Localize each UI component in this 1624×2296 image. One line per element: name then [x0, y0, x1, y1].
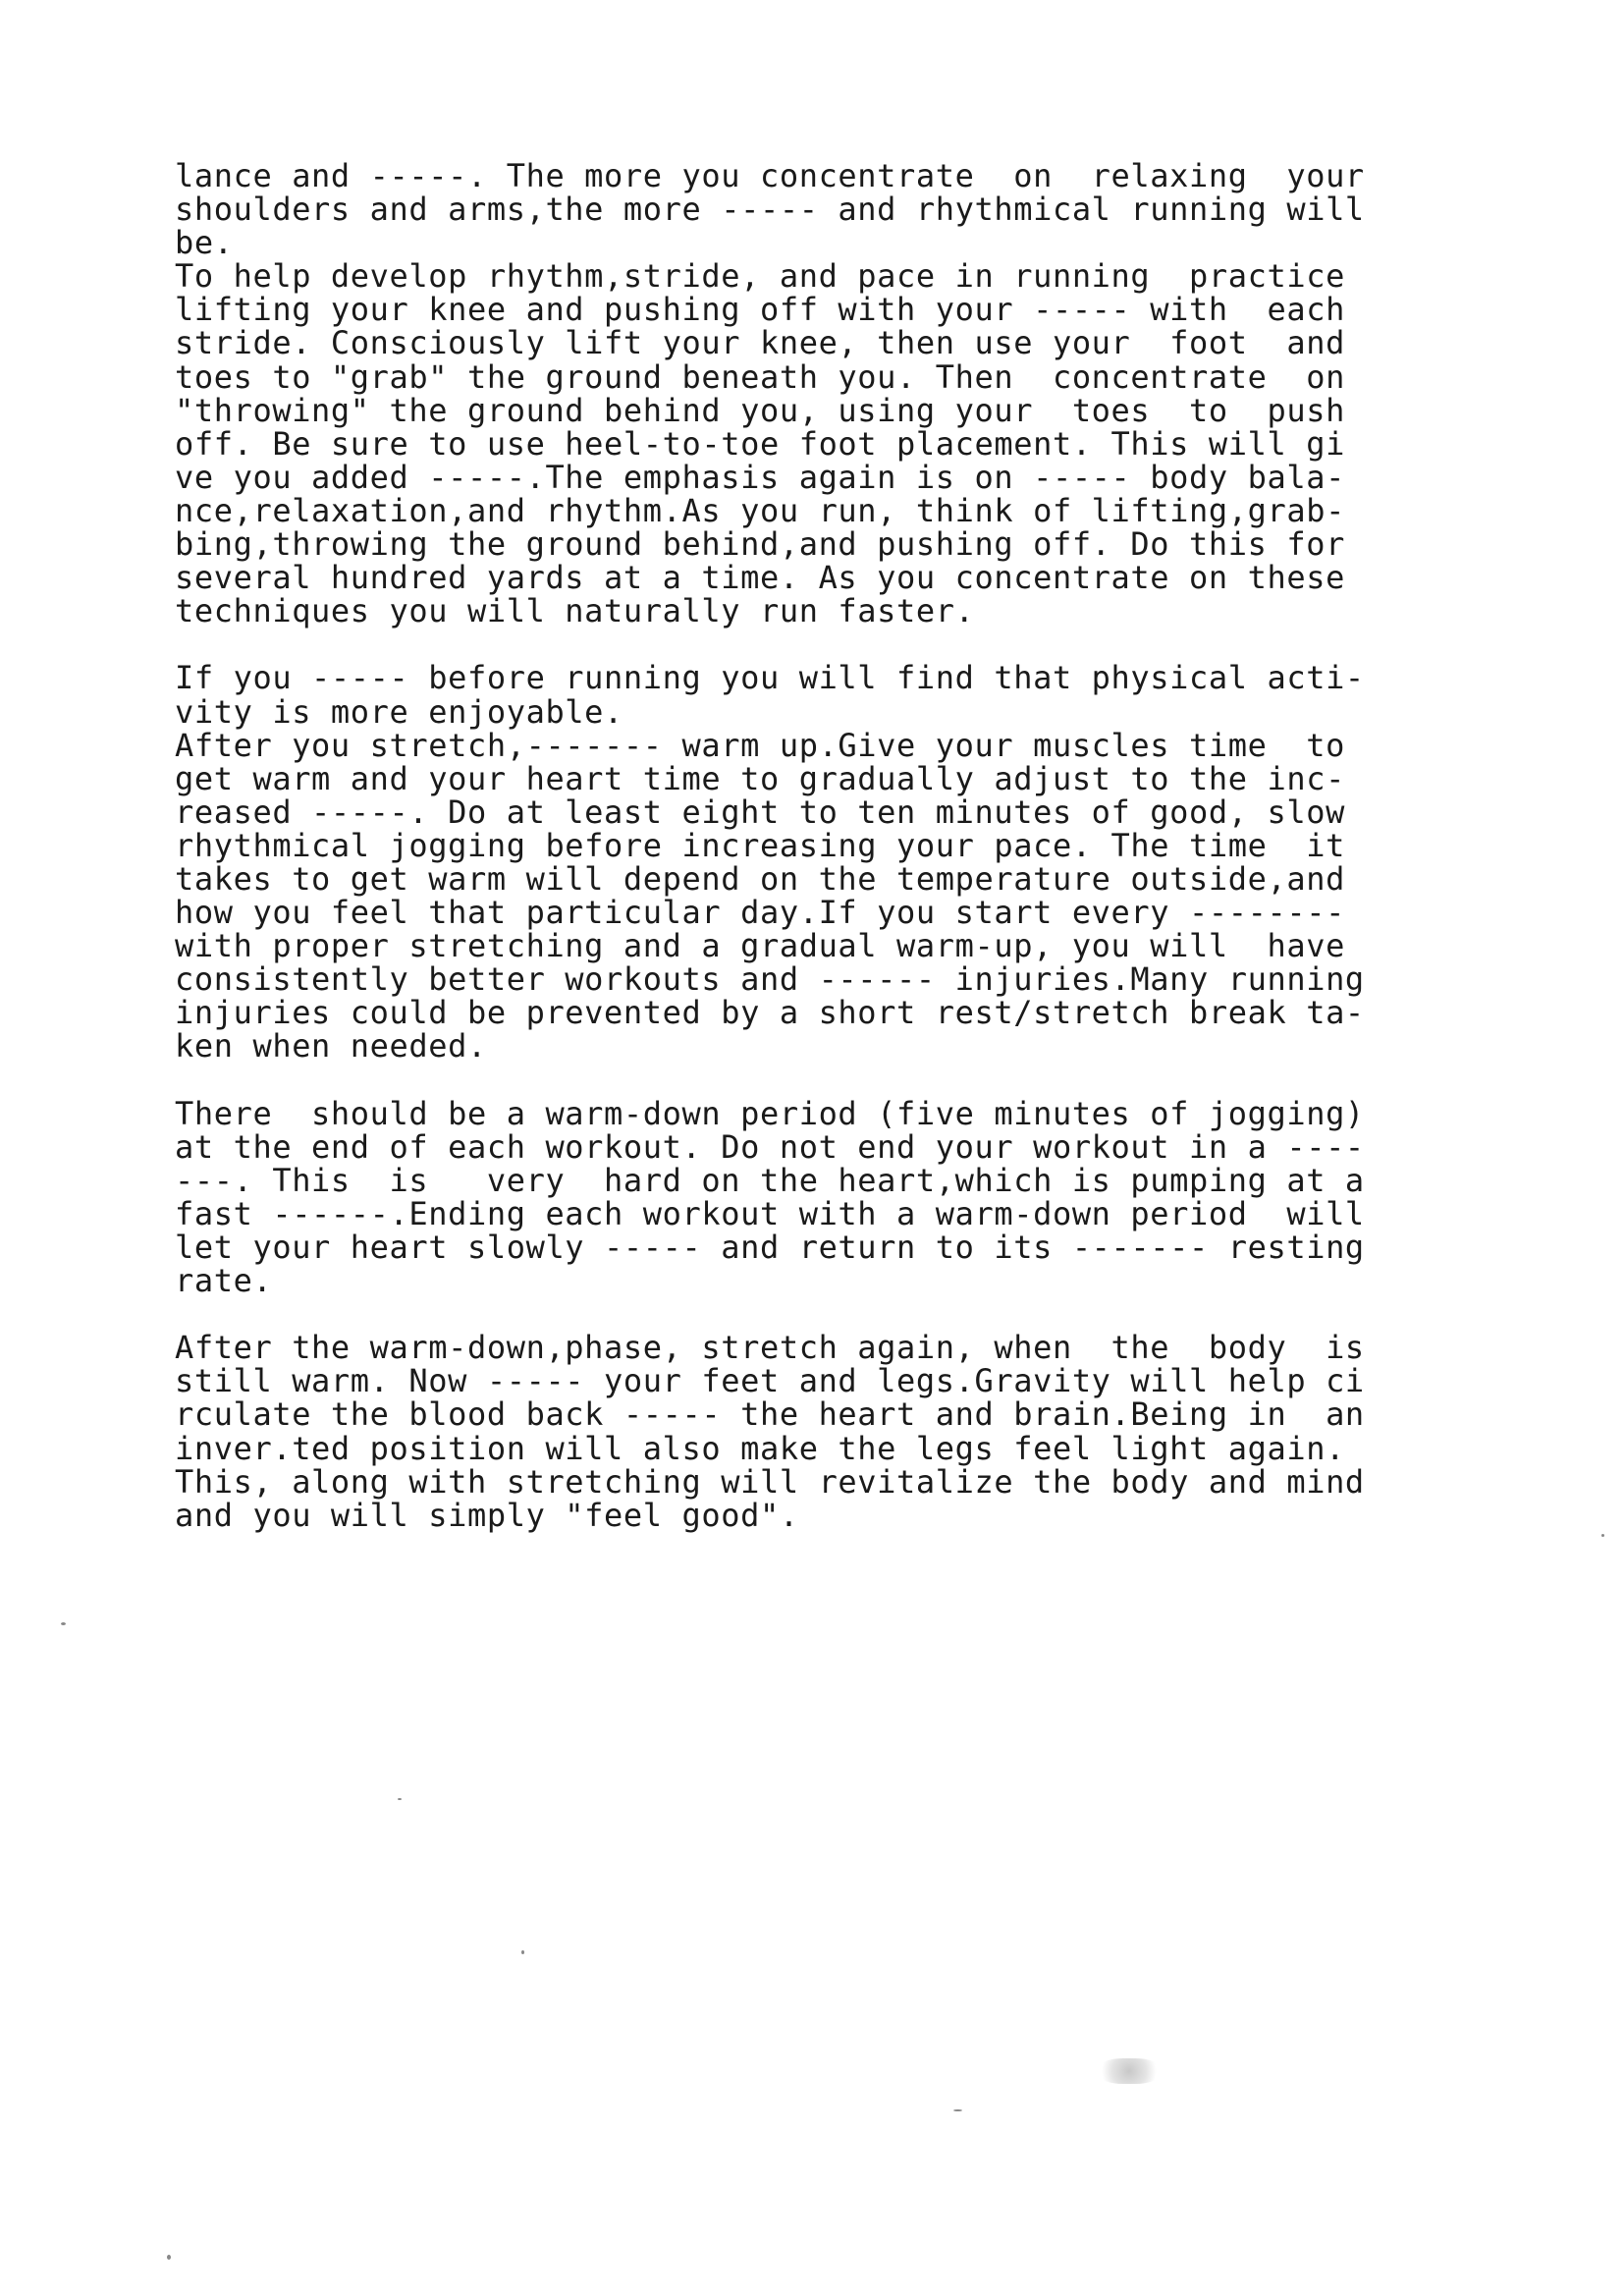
paragraph [175, 659, 1422, 1066]
paragraph-gap [175, 1064, 1422, 1097]
text-line: There should be a warm-down period (five minutes of jogging) [175, 1094, 1365, 1132]
text-line: get warm and your heart time to gradually adjust to the inc- [175, 759, 1345, 797]
paragraph [175, 1331, 1422, 1532]
text-line: ---. This is very hard on the heart,which is pumping at a [175, 1161, 1365, 1199]
typed-text-body [175, 159, 1422, 1532]
text-line: with proper stretching and a gradual warm-up, you will have [175, 927, 1345, 965]
scan-speck [953, 2109, 962, 2111]
text-line: several hundred yards at a time. As you concentrate on these [175, 559, 1345, 597]
text-line: After the warm-down,phase, stretch again, when the body is [175, 1329, 1365, 1367]
text-line: If you ----- before running you will find that physical acti- [175, 659, 1365, 697]
text-line: still warm. Now ----- your feet and legs.Gravity will help ci [175, 1362, 1365, 1400]
text-line: at the end of each workout. Do not end your workout in a ---- [175, 1127, 1365, 1166]
scan-speck [61, 1622, 66, 1625]
scan-smudge [1098, 2058, 1161, 2084]
text-line: rate. [175, 1262, 273, 1300]
text-line: After you stretch,------- warm up.Give your muscles time to [175, 726, 1345, 764]
paragraph-gap [175, 628, 1422, 661]
text-line: vity is more enjoyable. [175, 692, 623, 731]
text-line: and you will simply "feel good". [175, 1496, 799, 1534]
text-line: stride. Consciously lift your knee, then use your foot and [175, 324, 1345, 362]
text-line: ve you added -----.The emphasis again is on ----- body bala- [175, 458, 1345, 496]
text-line: "throwing" the ground behind you, using your toes to push [175, 391, 1345, 429]
text-line: off. Be sure to use heel-to-toe foot placement. This will gi [175, 424, 1345, 463]
text-line: inver.ted position will also make the legs feel light again. [175, 1429, 1345, 1467]
text-line: be. [175, 224, 234, 262]
text-line: how you feel that particular day.If you start every -------- [175, 894, 1345, 932]
text-line: fast ------.Ending each workout with a warm-down period will [175, 1194, 1365, 1232]
text-line: techniques you will naturally run faster. [175, 592, 975, 630]
scan-speck [398, 1798, 402, 1800]
text-line: lifting your knee and pushing off with your ----- with each [175, 291, 1345, 329]
text-line: let your heart slowly ----- and return to its ------- resting [175, 1229, 1365, 1266]
text-line: This, along with stretching will revitalize the body and mind [175, 1462, 1365, 1501]
scan-speck [521, 1950, 524, 1954]
text-line: To help develop rhythm,stride, and pace in running practice [175, 257, 1345, 296]
text-line: toes to "grab" the ground beneath you. Then concentrate on [175, 357, 1345, 396]
text-line: rhythmical jogging before increasing your pace. The time it [175, 826, 1345, 864]
scan-speck [167, 2255, 171, 2260]
text-line: ken when needed. [175, 1027, 487, 1066]
text-line: shoulders and arms,the more ----- and rhythmical running will [175, 191, 1365, 229]
text-line: consistently better workouts and ------ injuries.Many running [175, 960, 1365, 999]
text-line: reased -----. Do at least eight to ten minutes of good, slow [175, 793, 1345, 831]
text-line: lance and -----. The more you concentrate on relaxing your [175, 157, 1365, 194]
text-line: nce,relaxation,and rhythm.As you run, think of lifting,grab- [175, 491, 1345, 529]
text-line: takes to get warm will depend on the temperature outside,and [175, 859, 1345, 898]
text-line: rculate the blood back ----- the heart and brain.Being in an [175, 1395, 1365, 1434]
scan-speck [1601, 1534, 1604, 1537]
text-line: bing,throwing the ground behind,and pushing off. Do this for [175, 525, 1345, 564]
paragraph [175, 1094, 1422, 1300]
text-line: injuries could be prevented by a short rest/stretch break ta- [175, 994, 1365, 1032]
paragraph-gap [175, 1297, 1422, 1331]
paragraph [175, 159, 1422, 628]
